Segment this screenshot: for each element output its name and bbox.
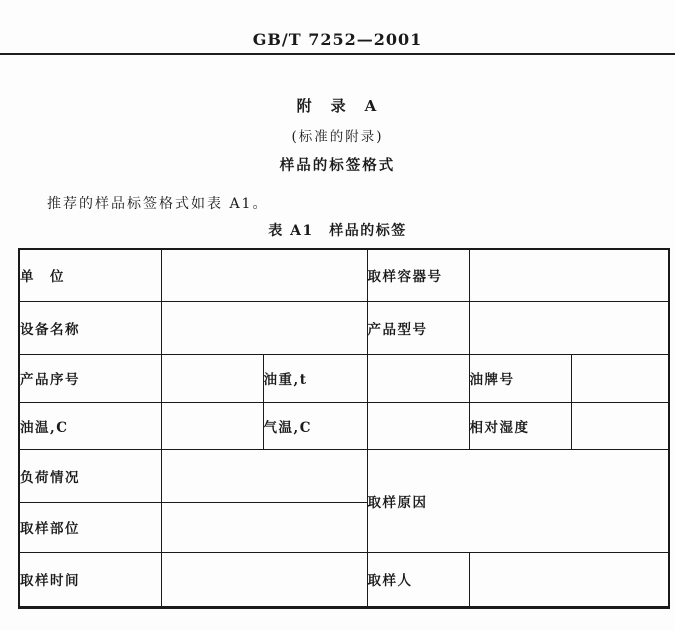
table-row-time — [19, 552, 669, 607]
header-rule — [0, 53, 675, 55]
table-caption: 表 A1 样品的标签 — [268, 223, 407, 239]
table-row-temperature — [19, 402, 669, 449]
sampling-time-label-cell: 取样时间 — [19, 552, 161, 607]
table-row-equipment — [19, 301, 669, 354]
oil-temp-value-cell — [161, 402, 263, 449]
load-condition-value-cell — [161, 449, 367, 502]
table-row-load — [19, 449, 669, 502]
oil-weight-value-cell — [367, 354, 469, 402]
unit-value-cell — [161, 249, 367, 301]
sampling-time-value-cell — [161, 552, 367, 607]
oil-brand-value-cell — [571, 354, 669, 402]
air-temp-value-cell — [367, 402, 469, 449]
intro-paragraph: 推荐的样品标签格式如表 A1。 — [47, 196, 269, 212]
equipment-name-label-cell: 设备名称 — [19, 301, 161, 354]
sample-label-table — [18, 248, 670, 609]
unit-label-cell: 单 位 — [19, 249, 161, 301]
relative-humidity-value-cell — [571, 402, 669, 449]
product-serial-value-cell — [161, 354, 263, 402]
oil-temp-label-cell: 油温,C — [19, 402, 161, 449]
sampling-reason-cell: 取样原因 — [367, 449, 669, 552]
table-row-serial — [19, 354, 669, 402]
air-temp-label-cell: 气温,C — [263, 402, 367, 449]
appendix-subtitle: (标准的附录) — [291, 129, 384, 145]
relative-humidity-label-cell: 相对湿度 — [469, 402, 571, 449]
container-no-value-cell — [469, 249, 669, 301]
standard-number: GB/T 7252—2001 — [252, 30, 423, 49]
appendix-section-title: 样品的标签格式 — [279, 157, 396, 174]
equipment-name-value-cell — [161, 301, 367, 354]
product-model-value-cell — [469, 301, 669, 354]
sampling-location-label-cell: 取样部位 — [19, 502, 161, 552]
sampler-value-cell — [469, 552, 669, 607]
sampling-location-value-cell — [161, 502, 367, 552]
oil-weight-label-cell: 油重,t — [263, 354, 367, 402]
sampler-label-cell: 取样人 — [367, 552, 469, 607]
product-serial-label-cell: 产品序号 — [19, 354, 161, 402]
product-model-label-cell: 产品型号 — [367, 301, 469, 354]
container-no-label-cell: 取样容器号 — [367, 249, 469, 301]
load-condition-label-cell: 负荷情况 — [19, 449, 161, 502]
table-row-unit — [19, 249, 669, 301]
oil-brand-label-cell: 油牌号 — [469, 354, 571, 402]
appendix-title: 附 录 A — [296, 97, 379, 115]
